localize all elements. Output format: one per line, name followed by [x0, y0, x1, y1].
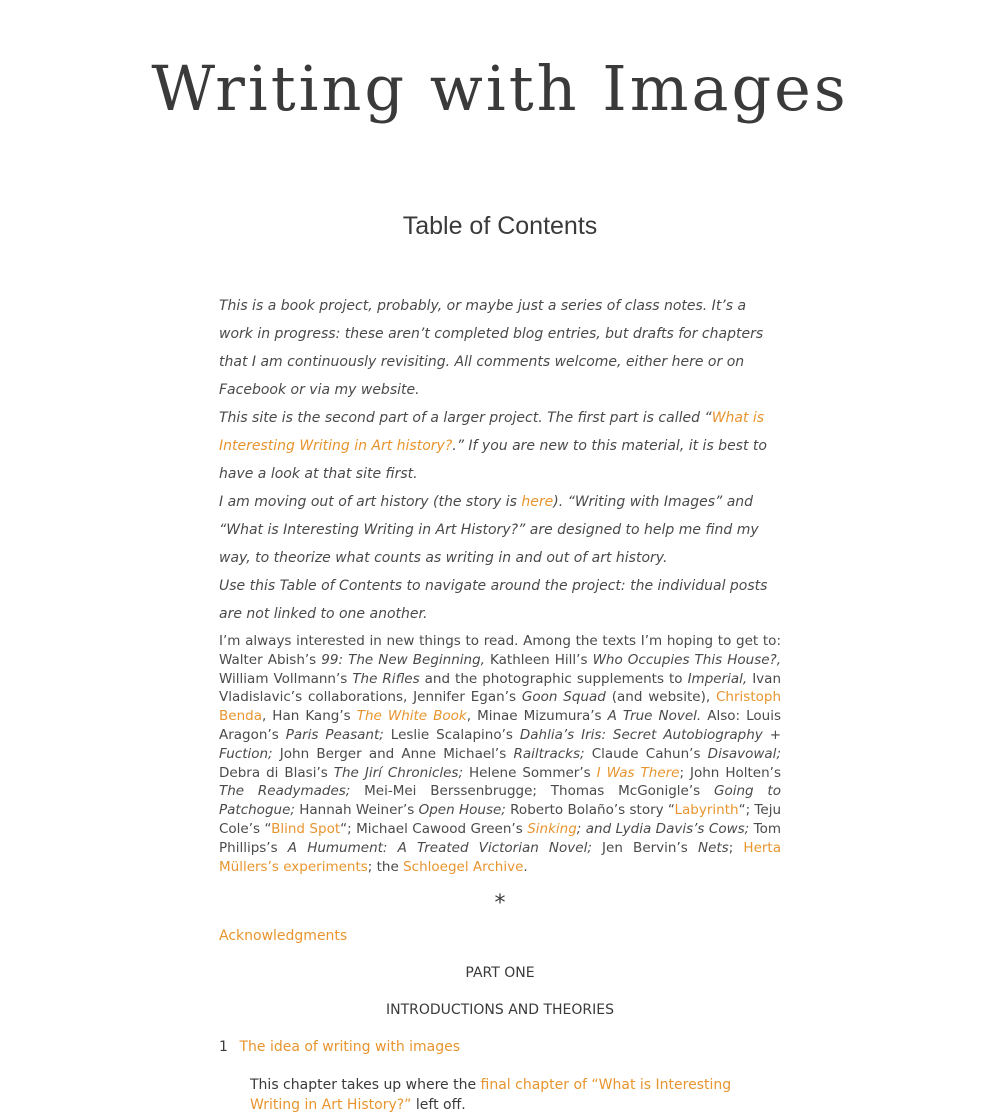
- final-chapter-link[interactable]: final chapter of “What is Interesting Writing in Art History?”: [250, 1077, 732, 1114]
- i-was-there-link[interactable]: I Was There: [596, 764, 680, 781]
- intro: [219, 292, 781, 628]
- herta-muller-link[interactable]: Herta Müllers’s experiments: [219, 839, 781, 875]
- first-site-link[interactable]: What is Interesting Writing in Art history?: [219, 410, 765, 454]
- reading-list-paragraph: I’m always interested in new things to read. Among the texts I’m hoping to get to: Walter Abish’s 99: The New Beginning, Kathleen Hill’s Who Occupies This House?, William Vollmann’s The Rifles and the photographic supplements to Imperial, Ivan Vladislavic’s collaborations, Jennifer Egan’s Goon Squad (and website), Christoph Benda, Han Kang’s The White Book, Minae Mizumura’s A True Novel. Also: Louis Aragon’s Paris Peasant; Leslie Scalapino’s Dahlia’s Iris: Secret Autobiography + Fuction; John Berger and Anne Michael’s Railtracks; Claude Cahun’s Disavowal; Debra di Blasi’s The Jirí Chronicles; Helene Sommer’s I Was There; John Holten’s The Readymades; Mei-Mei Berssenbrugge; Thomas McGonigle’s Going to Patchogue; Hannah Weiner’s Open House; Roberto Bolaño’s story “Labyrinth“; Teju Cole’s “Blind Spot“; Michael Cawood Green’s Sinking; and Lydia Davis’s Cows; Tom Phillips’s A Humument: A Treated Victorian Novel; Jen Bervin’s Nets; Herta Müllers’s experiments; the Schloegel Archive.: [219, 633, 782, 875]
- story-here-link[interactable]: here: [521, 494, 554, 510]
- page-title: Table of Contents: [402, 212, 598, 240]
- schloegel-archive-link[interactable]: Schloegel Archive: [403, 858, 524, 875]
- intro-paragraph-2: This site is the second part of a larger project. The first part is called “What is Interesting Writing in Art history?.” If you are new to this material, it is best to have a look at that site first.: [219, 410, 767, 482]
- main-content: [219, 292, 781, 1115]
- christoph-benda-link[interactable]: Christoph Benda: [219, 689, 781, 725]
- section-separator: *: [494, 891, 506, 917]
- intro-paragraph-1: This is a book project, probably, or maybe just a series of class notes. It’s a work in progress: these aren’t completed blog entries, but drafts for chapters that I am continuously revisiting. All comments welcome, either here or on Facebook or via my website.: [219, 298, 764, 398]
- part-subtitle: INTRODUCTIONS AND THEORIES: [385, 1002, 615, 1019]
- sinking-link[interactable]: Sinking: [527, 820, 577, 837]
- part-heading: PART ONE: [465, 965, 535, 982]
- chapter-entry: [219, 1037, 781, 1057]
- chapter-description: This chapter takes up where the final chapter of “What is Interesting Writing in Art History?” left off.: [250, 1077, 732, 1114]
- site-title[interactable]: Writing with Images: [151, 52, 849, 125]
- white-book-link[interactable]: The White Book: [356, 708, 467, 725]
- blind-spot-link[interactable]: Blind Spot: [271, 820, 341, 837]
- intro-paragraph-3: I am moving out of art history (the story is here). “Writing with Images” and “What is Interesting Writing in Art History?” are designed to help me find my way, to theorize what counts as writing in and out of art history.: [219, 494, 759, 566]
- intro-paragraph-4: Use this Table of Contents to navigate around the project: the individual posts are not linked to one another.: [219, 578, 768, 622]
- acknowledgments-entry: [219, 926, 781, 946]
- acknowledgments-link[interactable]: Acknowledgments: [219, 928, 348, 945]
- chapter-1-link[interactable]: The idea of writing with images: [239, 1039, 461, 1056]
- labyrinth-link[interactable]: Labyrinth: [674, 802, 739, 819]
- chapter-number: 1: [219, 1039, 228, 1056]
